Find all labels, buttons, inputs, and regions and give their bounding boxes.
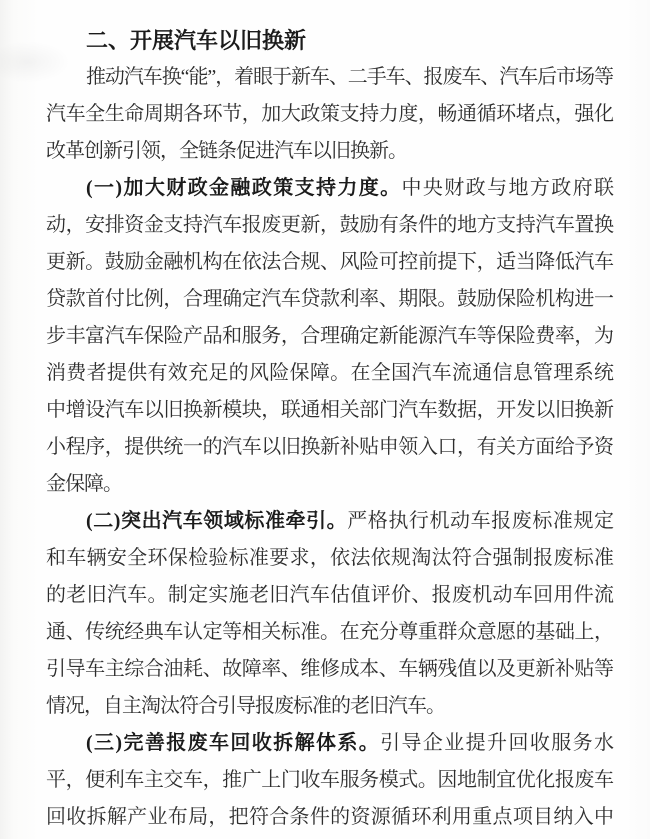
text-line — [46, 614, 612, 651]
paragraph-lead: (二)突出汽车领域标准牵引。 — [86, 510, 348, 532]
paragraph-lead: (一)加大财政金融政策支持力度。 — [86, 177, 402, 199]
text-line — [46, 725, 612, 762]
text-line — [46, 207, 612, 244]
text-line — [46, 651, 612, 688]
text-line — [46, 318, 612, 355]
line-text: 改革创新引领，全链条促进汽车以旧换新。 — [46, 140, 407, 162]
line-text: 中增设汽车以旧换新模块，联通相关部门汽车数据，开发以旧换新 — [46, 399, 612, 421]
line-text: 和车辆安全环保检验标准要求，依法依规淘汰符合强制报废标准 — [46, 547, 612, 569]
line-text: 回收拆解产业布局，把符合条件的资源循环利用重点项目纳入中 — [46, 806, 612, 828]
line-text: 动，安排资金支持汽车报废更新，鼓励有条件的地方支持汽车置换 — [46, 214, 612, 236]
line-text: 引导企业提升回收服务水 — [380, 732, 612, 754]
text-line — [46, 688, 612, 725]
text-line — [46, 392, 612, 429]
line-text: 通、传统经典车认定等相关标准。在充分尊重群众意愿的基础上， — [46, 621, 612, 643]
line-text: 汽车全生命周期各环节，加大政策支持力度，畅通循环堵点，强化 — [46, 103, 612, 125]
line-text: 情况，自主淘汰符合引导报废标准的老旧汽车。 — [46, 695, 445, 717]
text-line — [46, 59, 612, 96]
text-line — [46, 799, 612, 836]
text-line — [46, 244, 612, 281]
line-text: 更新。鼓励金融机构在依法合规、风险可控前提下，适当降低汽车 — [46, 251, 612, 273]
line-text: 中央财政与地方政府联 — [401, 177, 612, 199]
line-text: 步丰富汽车保险产品和服务，合理确定新能源汽车等保险费率，为 — [46, 325, 612, 347]
text-line — [46, 96, 612, 133]
line-text: 贷款首付比例，合理确定汽车贷款利率、期限。鼓励保险机构进一 — [46, 288, 612, 310]
section-heading — [46, 22, 612, 59]
text-line — [46, 762, 612, 799]
line-text: 的老旧汽车。制定实施老旧汽车估值评价、报废机动车回用件流 — [46, 584, 612, 606]
line-text: 推动汽车换“能”，着眼于新车、二手车、报废车、汽车后市场等 — [86, 66, 612, 88]
text-line — [46, 466, 612, 503]
line-text: 小程序，提供统一的汽车以旧换新补贴申领入口，有关方面给予资 — [46, 436, 612, 458]
line-text: 金保障。 — [46, 473, 122, 495]
text-line — [46, 577, 612, 614]
text-line — [46, 503, 612, 540]
paragraph-lead: (三)完善报废车回收拆解体系。 — [86, 732, 381, 754]
text-line — [46, 133, 612, 170]
section-heading-text: 二、开展汽车以旧换新 — [86, 28, 307, 53]
text-line — [46, 429, 612, 466]
line-text: 引导车主综合油耗、故障率、维修成本、车辆残值以及更新补贴等 — [46, 658, 612, 680]
text-line — [46, 540, 612, 577]
document-text — [46, 22, 612, 836]
line-text: 消费者提供有效充足的风险保障。在全国汽车流通信息管理系统 — [46, 362, 612, 384]
line-text: 平，便利车主交车，推广上门收车服务模式。因地制宜优化报废车 — [46, 769, 612, 791]
text-line — [46, 170, 612, 207]
line-text: 严格执行机动车报废标准规定 — [347, 510, 613, 532]
text-line — [46, 281, 612, 318]
text-line — [46, 355, 612, 392]
